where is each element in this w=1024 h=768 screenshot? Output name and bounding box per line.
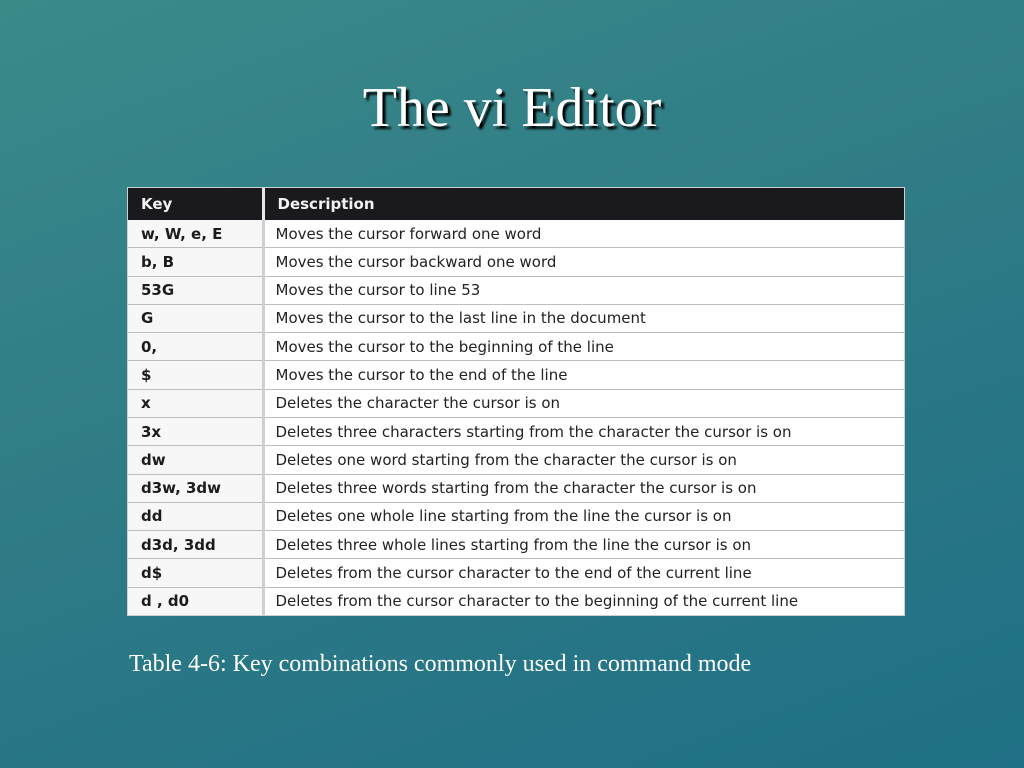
key-cell: 3x — [128, 417, 263, 445]
key-cell: b, B — [128, 248, 263, 276]
description-cell: Deletes from the cursor character to the beginning of the current line — [275, 592, 799, 611]
description-cell: Deletes from the cursor character to the end of the current line — [263, 559, 904, 587]
table-row — [128, 389, 904, 417]
table-row — [128, 502, 904, 530]
description-cell: Moves the cursor to the last line in the document — [263, 304, 904, 332]
column-header-description: Description — [263, 188, 904, 220]
table-row — [128, 248, 904, 276]
key-cell: dw — [128, 446, 263, 474]
key-cell: 0, — [128, 333, 263, 361]
command-table — [128, 188, 904, 615]
table-row — [128, 446, 904, 474]
description-cell: Moves the cursor backward one word — [263, 248, 904, 276]
description-cell: Deletes three characters starting from the character the cursor is on — [263, 417, 904, 445]
table-row — [128, 559, 904, 587]
key-cell: x — [128, 389, 263, 417]
table-row — [128, 220, 904, 248]
key-cell: G — [128, 304, 263, 332]
table-row — [128, 417, 904, 445]
key-cell: d , d0 — [128, 587, 263, 615]
description-cell: Deletes one word starting from the character the cursor is on — [263, 446, 904, 474]
table-caption: Table 4-6: Key combinations commonly used in command mode — [129, 651, 752, 677]
key-cell: d$ — [128, 559, 263, 587]
description-cell: Deletes one whole line starting from the line the cursor is on — [263, 502, 904, 530]
description-cell: Moves the cursor to the end of the line — [263, 361, 904, 389]
table-row — [128, 361, 904, 389]
description-cell: Moves the cursor to line 53 — [263, 276, 904, 304]
table-row — [128, 304, 904, 332]
key-cell: 53G — [128, 276, 263, 304]
key-cell: w, W, e, E — [128, 220, 263, 248]
table-header-row — [128, 188, 904, 220]
description-cell: Moves the cursor forward one word — [263, 220, 904, 248]
key-combination-table — [127, 187, 905, 616]
table-row — [128, 474, 904, 502]
description-cell: Moves the cursor to the beginning of the line — [263, 333, 904, 361]
slide-title: The vi Editor — [362, 77, 662, 139]
table-row — [128, 531, 904, 559]
key-cell: d3w, 3dw — [128, 474, 263, 502]
description-cell: Deletes the character the cursor is on — [263, 389, 904, 417]
description-cell: Deletes three whole lines starting from the line the cursor is on — [263, 531, 904, 559]
column-header-key: Key — [128, 188, 263, 220]
key-cell: dd — [128, 502, 263, 530]
table-row — [128, 276, 904, 304]
description-cell: Deletes three words starting from the character the cursor is on — [263, 474, 904, 502]
key-cell: d3d, 3dd — [128, 531, 263, 559]
key-cell: $ — [128, 361, 263, 389]
table-row — [128, 587, 904, 615]
table-row — [128, 333, 904, 361]
